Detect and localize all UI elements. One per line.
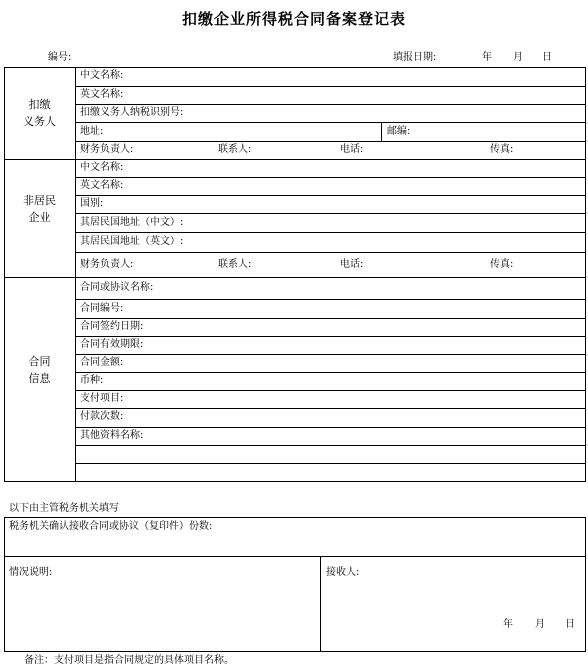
section-label-line: 合同 [28,355,51,368]
row-line [75,141,586,142]
withholding-en-name-label: 英文名称: [80,89,124,100]
fill-date-label: 填报日期: [393,52,437,63]
row-line [75,318,586,319]
address-divider [381,122,382,141]
row-line [75,232,586,233]
nonresident-fax-label: 传真: [490,259,514,270]
authority-date-year: 年 [503,619,513,630]
row-line [75,299,586,300]
contract-number-label: 合同编号: [80,303,124,314]
contract-amount-label: 合同金额: [80,357,124,368]
serial-label: 编号: [48,52,72,63]
authority-column-divider [320,556,321,652]
section-label-line: 非居民 [23,194,56,207]
section-divider [4,159,586,160]
withholding-address-label: 地址: [80,126,104,137]
contract-currency-label: 币种: [80,375,104,386]
row-line [75,86,586,87]
row-line [75,252,586,253]
row-line [75,177,586,178]
section-label-line: 扣缴 [28,98,51,111]
authority-date-month: 月 [535,619,545,630]
withholding-phone-label: 电话: [340,144,364,155]
section-divider [4,277,586,278]
withholding-cn-name-label: 中文名称: [80,70,124,81]
nonresident-cn-name-label: 中文名称: [80,162,124,173]
section-label-nonresident [4,192,75,226]
nonresident-address-en-label: 其居民国地址（英文）: [80,236,184,247]
authority-table [4,517,586,652]
authority-copies-label: 税务机关确认接收合同或协议（复印件）份数: [9,521,213,532]
row-line [75,372,586,373]
fill-date-month: 月 [513,52,523,63]
row-line [75,354,586,355]
row-line [75,463,586,464]
authority-receiver-label: 接收人: [326,567,360,578]
withholding-tax-id-label: 扣缴义务人纳税识别号: [80,107,184,118]
withholding-contact-label: 联系人: [218,144,252,155]
section-column-divider [75,67,76,482]
contract-sign-date-label: 合同签约日期: [80,321,144,332]
row-line [75,213,586,214]
fill-date-year: 年 [482,52,492,63]
contract-pay-item-label: 支付项目: [80,393,124,404]
authority-situation-label: 情况说明: [9,567,53,578]
row-line [75,122,586,123]
section-label-line: 企业 [28,211,51,224]
page-title: 扣缴企业所得税合同备案登记表 [181,10,406,28]
row-line [75,195,586,196]
nonresident-en-name-label: 英文名称: [80,180,124,191]
nonresident-country-label: 国别: [80,198,104,209]
withholding-postcode-label: 邮编: [387,126,411,137]
contract-validity-label: 合同有效期限: [80,339,144,350]
authority-date-day: 日 [565,619,575,630]
nonresident-phone-label: 电话: [340,259,364,270]
section-label-line: 信息 [28,372,51,385]
nonresident-address-cn-label: 其居民国地址（中文）: [80,217,184,228]
row-line [75,104,586,105]
nonresident-finance-head-label: 财务负责人: [80,259,134,270]
withholding-fax-label: 传真: [490,144,514,155]
section-label-line: 义务人 [23,115,56,128]
row-line [75,445,586,446]
row-line [75,336,586,337]
nonresident-contact-label: 联系人: [218,259,252,270]
contract-other-docs-label: 其他资料名称: [80,430,144,441]
contract-pay-times-label: 付款次数: [80,411,124,422]
fill-date-day: 日 [542,52,552,63]
contract-name-label: 合同或协议名称: [80,282,154,293]
row-line [75,390,586,391]
authority-caption: 以下由主管税务机关填写 [9,503,119,514]
withholding-finance-head-label: 财务负责人: [80,144,134,155]
section-label-withholding [4,96,75,130]
row-line [75,427,586,428]
authority-row-line [4,556,586,557]
section-label-contract [4,353,75,387]
footnote: 备注：支付项目是指合同规定的具体项目名称。 [24,655,234,666]
row-line [75,408,586,409]
